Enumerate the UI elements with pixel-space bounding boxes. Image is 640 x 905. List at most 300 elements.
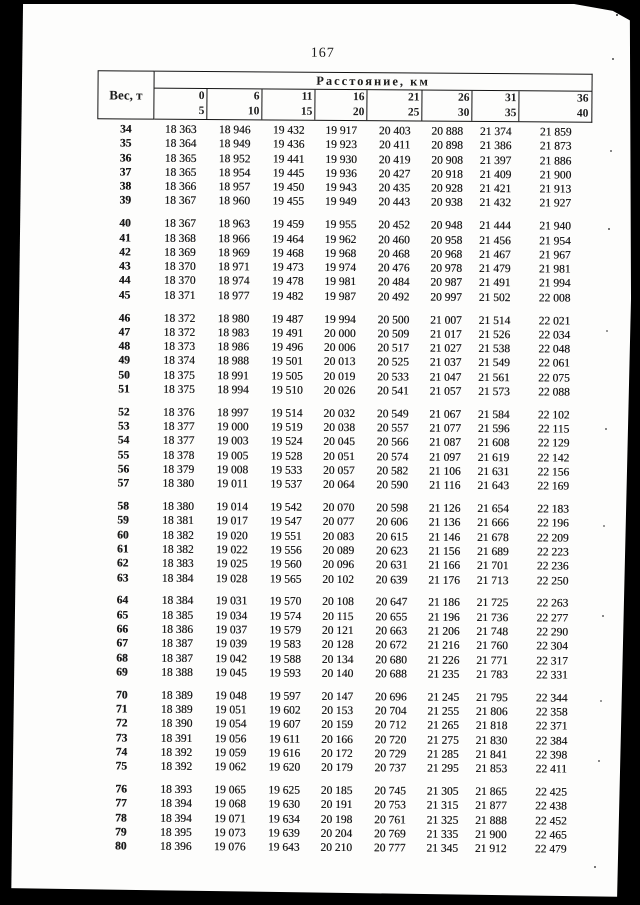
value-cell: 18 366 [164,180,197,194]
value-cell: 19 017 [216,515,248,528]
value-cell: 19 501 [271,355,303,369]
value-cell: 20 978 [430,262,463,276]
value-cell: 20 549 [376,408,409,421]
value-cell: 21 713 [476,574,509,587]
value-cell: 20 019 [323,370,356,383]
value-cell: 20 006 [323,342,356,355]
value-cell: 18 954 [218,167,251,180]
value-cell: 21 795 [475,691,508,704]
value-cell: 21 176 [428,574,460,587]
value-cell: 20 639 [375,573,408,587]
value-cell: 21 886 [539,154,572,168]
value-cell: 19 062 [214,761,247,774]
value-cell: 19 616 [268,747,301,760]
table-row [93,665,588,683]
value-cell: 19 625 [268,784,300,797]
value-cell: 19 962 [324,233,357,246]
value-cell: 21 166 [428,559,461,573]
value-cell: 21 573 [478,385,510,399]
value-cell: 21 097 [429,451,461,464]
table-row [95,477,590,495]
value-cell: 19 542 [270,501,302,514]
value-cell: 20 153 [321,704,354,718]
value-cell: 20 517 [377,342,410,355]
value-cell: 20 452 [378,219,410,232]
weight-cell: 51 [118,383,130,396]
scan-edge-top [0,0,640,4]
value-cell: 19 528 [270,450,303,463]
value-cell: 21 666 [477,517,509,530]
value-cell: 21 146 [428,531,461,544]
value-cell: 20 166 [321,733,353,746]
row-group [97,122,593,211]
value-cell: 19 936 [325,167,357,180]
value-cell: 19 551 [270,530,302,543]
value-cell: 18 387 [161,652,193,665]
distance-range-cell: 16 20 [315,90,367,120]
value-cell: 21 421 [479,183,512,196]
value-cell: 21 456 [479,234,511,247]
value-cell: 19 634 [268,813,300,826]
value-cell: 18 391 [160,732,193,745]
value-cell: 20 948 [430,219,463,233]
value-cell: 21 643 [477,480,510,493]
value-cell: 20 484 [377,276,410,289]
value-cell: 20 888 [431,125,464,138]
value-cell: 18 372 [163,326,196,339]
value-cell: 19 005 [216,449,249,463]
value-cell: 21 226 [427,654,460,667]
value-cell: 18 375 [163,369,195,382]
value-cell: 22 398 [535,749,568,762]
value-cell: 20 476 [377,262,410,275]
value-cell: 22 344 [535,692,568,705]
value-cell: 21 017 [429,328,462,341]
value-cell: 18 382 [162,529,194,542]
value-cell: 18 382 [161,543,194,556]
value-cell: 22 277 [536,612,569,625]
value-cell: 22 115 [537,423,570,436]
value-cell: 18 957 [218,181,251,194]
value-cell: 21 126 [428,502,461,515]
value-cell: 18 377 [162,435,195,448]
value-cell: 19 987 [324,290,356,303]
value-cell: 21 830 [475,734,508,747]
value-cell: 22 465 [534,829,567,842]
value-cell: 18 388 [161,666,193,679]
value-cell: 19 560 [269,558,302,572]
value-cell: 20 026 [323,384,356,398]
value-cell: 21 386 [479,140,512,153]
value-cell: 22 034 [538,329,571,342]
value-cell: 19 579 [269,624,302,637]
value-cell: 18 966 [218,232,250,245]
value-cell: 20 663 [375,625,408,638]
value-cell: 21 245 [427,691,460,704]
value-cell: 19 432 [272,124,305,137]
value-cell: 21 678 [477,531,509,544]
value-cell: 20 411 [378,139,411,152]
value-cell: 19 593 [269,667,301,680]
value-cell: 19 955 [324,219,357,232]
value-cell: 18 367 [164,195,197,208]
value-cell: 18 371 [163,289,196,302]
value-cell: 21 927 [539,197,572,211]
value-cell: 19 505 [271,370,303,383]
value-cell: 19 056 [214,732,247,745]
value-cell: 20 606 [376,516,408,529]
value-cell: 19 054 [214,718,247,731]
value-cell: 20 435 [378,182,411,195]
value-cell: 20 566 [376,436,409,449]
value-cell: 18 949 [218,138,251,151]
distance-range-cell: 31 35 [472,91,519,121]
value-cell: 19 611 [268,733,301,746]
value-cell: 20 761 [374,813,406,827]
value-cell: 22 371 [535,720,568,733]
table-row [96,288,591,306]
value-cell: 21 374 [479,125,512,139]
table-row [94,571,589,589]
value-cell: 20 419 [378,153,411,167]
value-cell: 19 491 [271,327,304,340]
value-cell: 19 000 [216,421,249,434]
value-cell: 20 672 [375,639,407,652]
table-row [95,382,590,400]
weight-cell: 59 [117,514,129,527]
weight-cell: 78 [115,811,127,825]
value-cell: 21 305 [426,785,459,798]
value-cell: 21 087 [429,437,461,450]
value-cell: 20 108 [322,596,354,609]
value-cell: 18 977 [217,289,250,303]
value-cell: 18 379 [162,463,195,476]
value-cell: 21 526 [478,328,511,342]
value-cell: 20 128 [321,639,354,652]
value-cell: 19 533 [270,464,303,477]
value-cell: 18 983 [217,326,250,340]
value-cell: 19 917 [325,124,358,138]
value-cell: 19 478 [271,275,304,289]
distance-range-cell: 6 10 [207,89,262,119]
value-cell: 19 455 [272,195,305,209]
value-cell: 18 369 [164,246,196,259]
weight-cell: 64 [116,594,129,607]
value-cell: 20 647 [375,596,408,609]
value-cell: 19 042 [215,652,247,665]
value-cell: 19 524 [270,435,303,449]
value-cell: 20 057 [322,464,355,478]
value-cell: 18 392 [160,760,193,774]
value-cell: 21 502 [478,291,511,304]
weight-cell: 58 [117,500,129,513]
value-cell: 18 960 [218,195,251,208]
weight-cell: 75 [115,760,128,773]
value-cell: 19 059 [214,746,247,760]
value-cell: 22 223 [536,546,569,559]
value-cell: 21 315 [426,799,459,813]
value-cell: 20 121 [321,624,354,638]
value-cell: 18 394 [160,798,192,811]
value-cell: 21 285 [427,748,459,761]
value-cell: 19 008 [216,464,249,477]
value-cell: 21 538 [478,343,511,356]
value-cell: 18 378 [162,449,195,462]
weight-cell: 37 [119,166,132,179]
value-cell: 19 045 [215,667,247,680]
value-cell: 21 432 [479,197,512,210]
value-cell: 21 954 [539,234,571,248]
value-cell: 21 940 [539,220,571,233]
weight-cell: 35 [119,137,132,150]
value-cell: 20 958 [430,234,463,247]
value-cell: 21 077 [429,422,462,435]
value-cell: 20 525 [377,356,409,369]
value-cell: 18 367 [164,218,196,231]
value-cell: 19 574 [269,610,302,623]
value-cell: 22 425 [535,786,567,799]
value-cell: 21 345 [426,842,459,855]
value-cell: 22 411 [535,763,567,776]
value-cell: 20 089 [322,544,355,558]
value-cell: 20 997 [430,291,462,304]
value-cell: 20 590 [376,479,409,492]
value-cell: 19 968 [324,247,357,260]
value-cell: 19 949 [324,196,357,209]
value-cell: 18 963 [218,218,250,231]
value-cell: 19 051 [214,704,247,717]
value-cell: 21 491 [478,277,511,290]
value-cell: 18 986 [217,341,250,354]
row-group [93,688,589,777]
value-cell: 19 597 [268,690,301,703]
value-cell: 19 556 [269,544,302,557]
value-cell: 21 900 [474,828,507,842]
value-cell: 20 032 [323,407,356,420]
value-cell: 19 065 [214,784,246,797]
value-cell: 22 209 [537,532,569,545]
value-cell: 22 142 [537,452,570,465]
value-cell: 18 971 [217,261,250,274]
weight-cell: 67 [116,637,128,650]
value-cell: 20 729 [374,748,407,761]
value-cell: 21 841 [475,748,508,762]
value-cell: 19 607 [268,718,301,731]
row-group [92,782,587,857]
value-cell: 20 102 [322,573,354,586]
weight-cell: 47 [118,326,131,339]
value-cell: 18 974 [217,275,250,288]
value-cell: 19 630 [268,798,300,811]
value-cell: 19 441 [272,153,305,166]
value-cell: 20 574 [376,450,409,464]
value-cell: 18 386 [161,623,194,636]
weight-cell: 46 [118,312,131,325]
value-cell: 19 020 [216,529,248,543]
value-cell: 19 025 [215,558,248,571]
value-cell: 20 038 [323,422,356,435]
value-cell: 18 392 [160,746,193,759]
value-cell: 21 186 [428,597,460,610]
value-cell: 21 873 [539,140,572,153]
value-cell: 19 547 [270,515,302,529]
value-cell: 21 235 [427,668,460,681]
value-cell: 21 760 [476,640,508,653]
value-cell: 21 981 [538,263,571,276]
value-cell: 20 918 [431,168,463,181]
weight-cell: 69 [116,666,128,679]
value-cell: 22 048 [538,343,571,356]
value-cell: 20 745 [374,785,406,798]
value-cell: 19 034 [215,609,248,623]
value-cell: 19 450 [272,181,305,194]
value-cell: 21 479 [478,263,511,276]
value-cell: 19 473 [271,261,304,274]
value-cell: 22 290 [536,626,569,639]
table-header [97,70,592,122]
weight-cell: 65 [116,609,129,622]
value-cell: 21 736 [476,611,509,624]
value-cell: 21 136 [428,517,461,530]
value-cell: 20 403 [378,125,411,138]
value-cell: 18 384 [161,595,194,608]
value-cell: 18 393 [160,783,192,796]
weight-cell: 80 [114,840,127,853]
weight-cell: 52 [117,406,130,419]
weight-cell: 62 [116,557,129,570]
value-cell: 20 737 [374,762,407,775]
value-cell: 18 365 [164,152,197,165]
weight-cell: 34 [119,123,132,136]
weight-cell: 36 [119,152,132,165]
value-cell: 18 946 [218,124,251,137]
value-cell: 19 602 [268,704,301,717]
value-cell: 18 988 [217,355,249,368]
value-cell: 19 643 [267,841,300,854]
weight-cell: 38 [119,180,132,193]
value-cell: 18 997 [216,406,249,420]
value-cell: 20 598 [376,502,408,515]
value-cell: 18 384 [161,572,194,585]
weight-cell: 63 [116,572,129,585]
table-row [97,194,592,212]
value-cell: 20 557 [376,422,409,435]
value-cell: 20 533 [377,370,409,384]
value-cell: 21 397 [479,154,512,167]
value-cell: 19 048 [214,689,247,703]
weight-cell: 44 [118,274,131,287]
value-cell: 20 210 [320,842,353,855]
value-cell: 20 968 [430,248,463,261]
value-cell: 20 500 [377,313,410,327]
value-cell: 22 021 [538,314,571,328]
value-cell: 21 196 [427,611,460,624]
value-cell: 19 031 [215,595,248,608]
value-cell: 21 206 [427,625,460,638]
value-cell: 21 806 [475,705,508,719]
value-cell: 20 777 [373,842,406,855]
value-cell: 22 183 [537,503,569,516]
value-cell: 19 519 [270,421,303,434]
value-cell: 20 720 [374,733,407,747]
value-cell: 22 008 [538,292,571,305]
row-group [94,499,590,588]
value-cell: 20 172 [321,747,353,760]
value-cell: 20 083 [322,530,355,543]
row-group [95,311,591,400]
value-cell: 20 704 [374,705,407,718]
value-cell: 21 912 [474,843,507,856]
value-cell: 18 365 [164,166,197,179]
weight-cell: 54 [117,434,130,447]
weight-cell: 56 [117,463,130,476]
value-cell: 21 748 [476,625,509,639]
table-body [92,122,592,857]
value-cell: 18 375 [163,383,195,397]
value-cell: 22 358 [535,706,568,719]
value-cell: 21 067 [429,408,462,421]
value-cell: 19 514 [270,407,303,420]
value-cell: 18 395 [159,826,192,839]
value-cell: 19 003 [216,435,249,448]
value-cell: 20 492 [377,291,410,304]
value-cell: 20 509 [377,328,410,341]
value-cell: 19 974 [324,262,357,275]
distance-range-cell: 26 30 [422,91,472,121]
value-cell: 18 364 [164,138,197,151]
value-cell: 21 888 [475,814,507,827]
value-cell: 19 037 [215,624,248,637]
value-cell: 21 514 [478,314,511,327]
value-cell: 20 938 [430,197,463,210]
value-cell: 21 654 [477,503,509,516]
value-cell: 19 537 [270,478,303,492]
page-number: 167 [310,45,335,61]
value-cell: 20 134 [321,653,354,666]
distance-range-cell: 36 40 [576,92,589,120]
value-cell: 19 510 [271,384,303,397]
value-cell: 20 140 [321,667,354,680]
value-cell: 22 129 [537,437,570,451]
value-cell: 19 565 [269,573,302,586]
value-cell: 20 045 [323,436,355,449]
value-cell: 18 390 [160,718,193,731]
value-cell: 21 900 [539,169,572,182]
distance-range-cell: 11 15 [262,89,315,119]
value-cell: 20 179 [320,762,353,775]
value-cell: 19 639 [267,827,300,840]
weight-cell: 73 [115,732,128,745]
value-cell: 18 377 [162,420,195,434]
value-cell: 18 381 [162,515,194,528]
value-cell: 21 275 [427,734,459,747]
value-cell: 21 818 [475,720,508,733]
value-cell: 18 380 [162,500,194,514]
weight-cell: 48 [118,340,131,353]
table-row [92,839,587,857]
value-cell: 21 216 [427,639,460,653]
value-cell: 21 561 [478,371,510,384]
value-cell: 19 588 [269,653,301,666]
value-cell: 19 930 [325,153,357,166]
value-cell: 18 980 [217,312,250,325]
value-cell: 21 027 [429,342,462,355]
value-cell: 20 680 [375,653,407,667]
weight-cell: 45 [118,289,131,302]
weight-cell: 71 [115,703,128,716]
weight-cell: 39 [119,194,132,208]
value-cell: 21 994 [538,277,571,291]
